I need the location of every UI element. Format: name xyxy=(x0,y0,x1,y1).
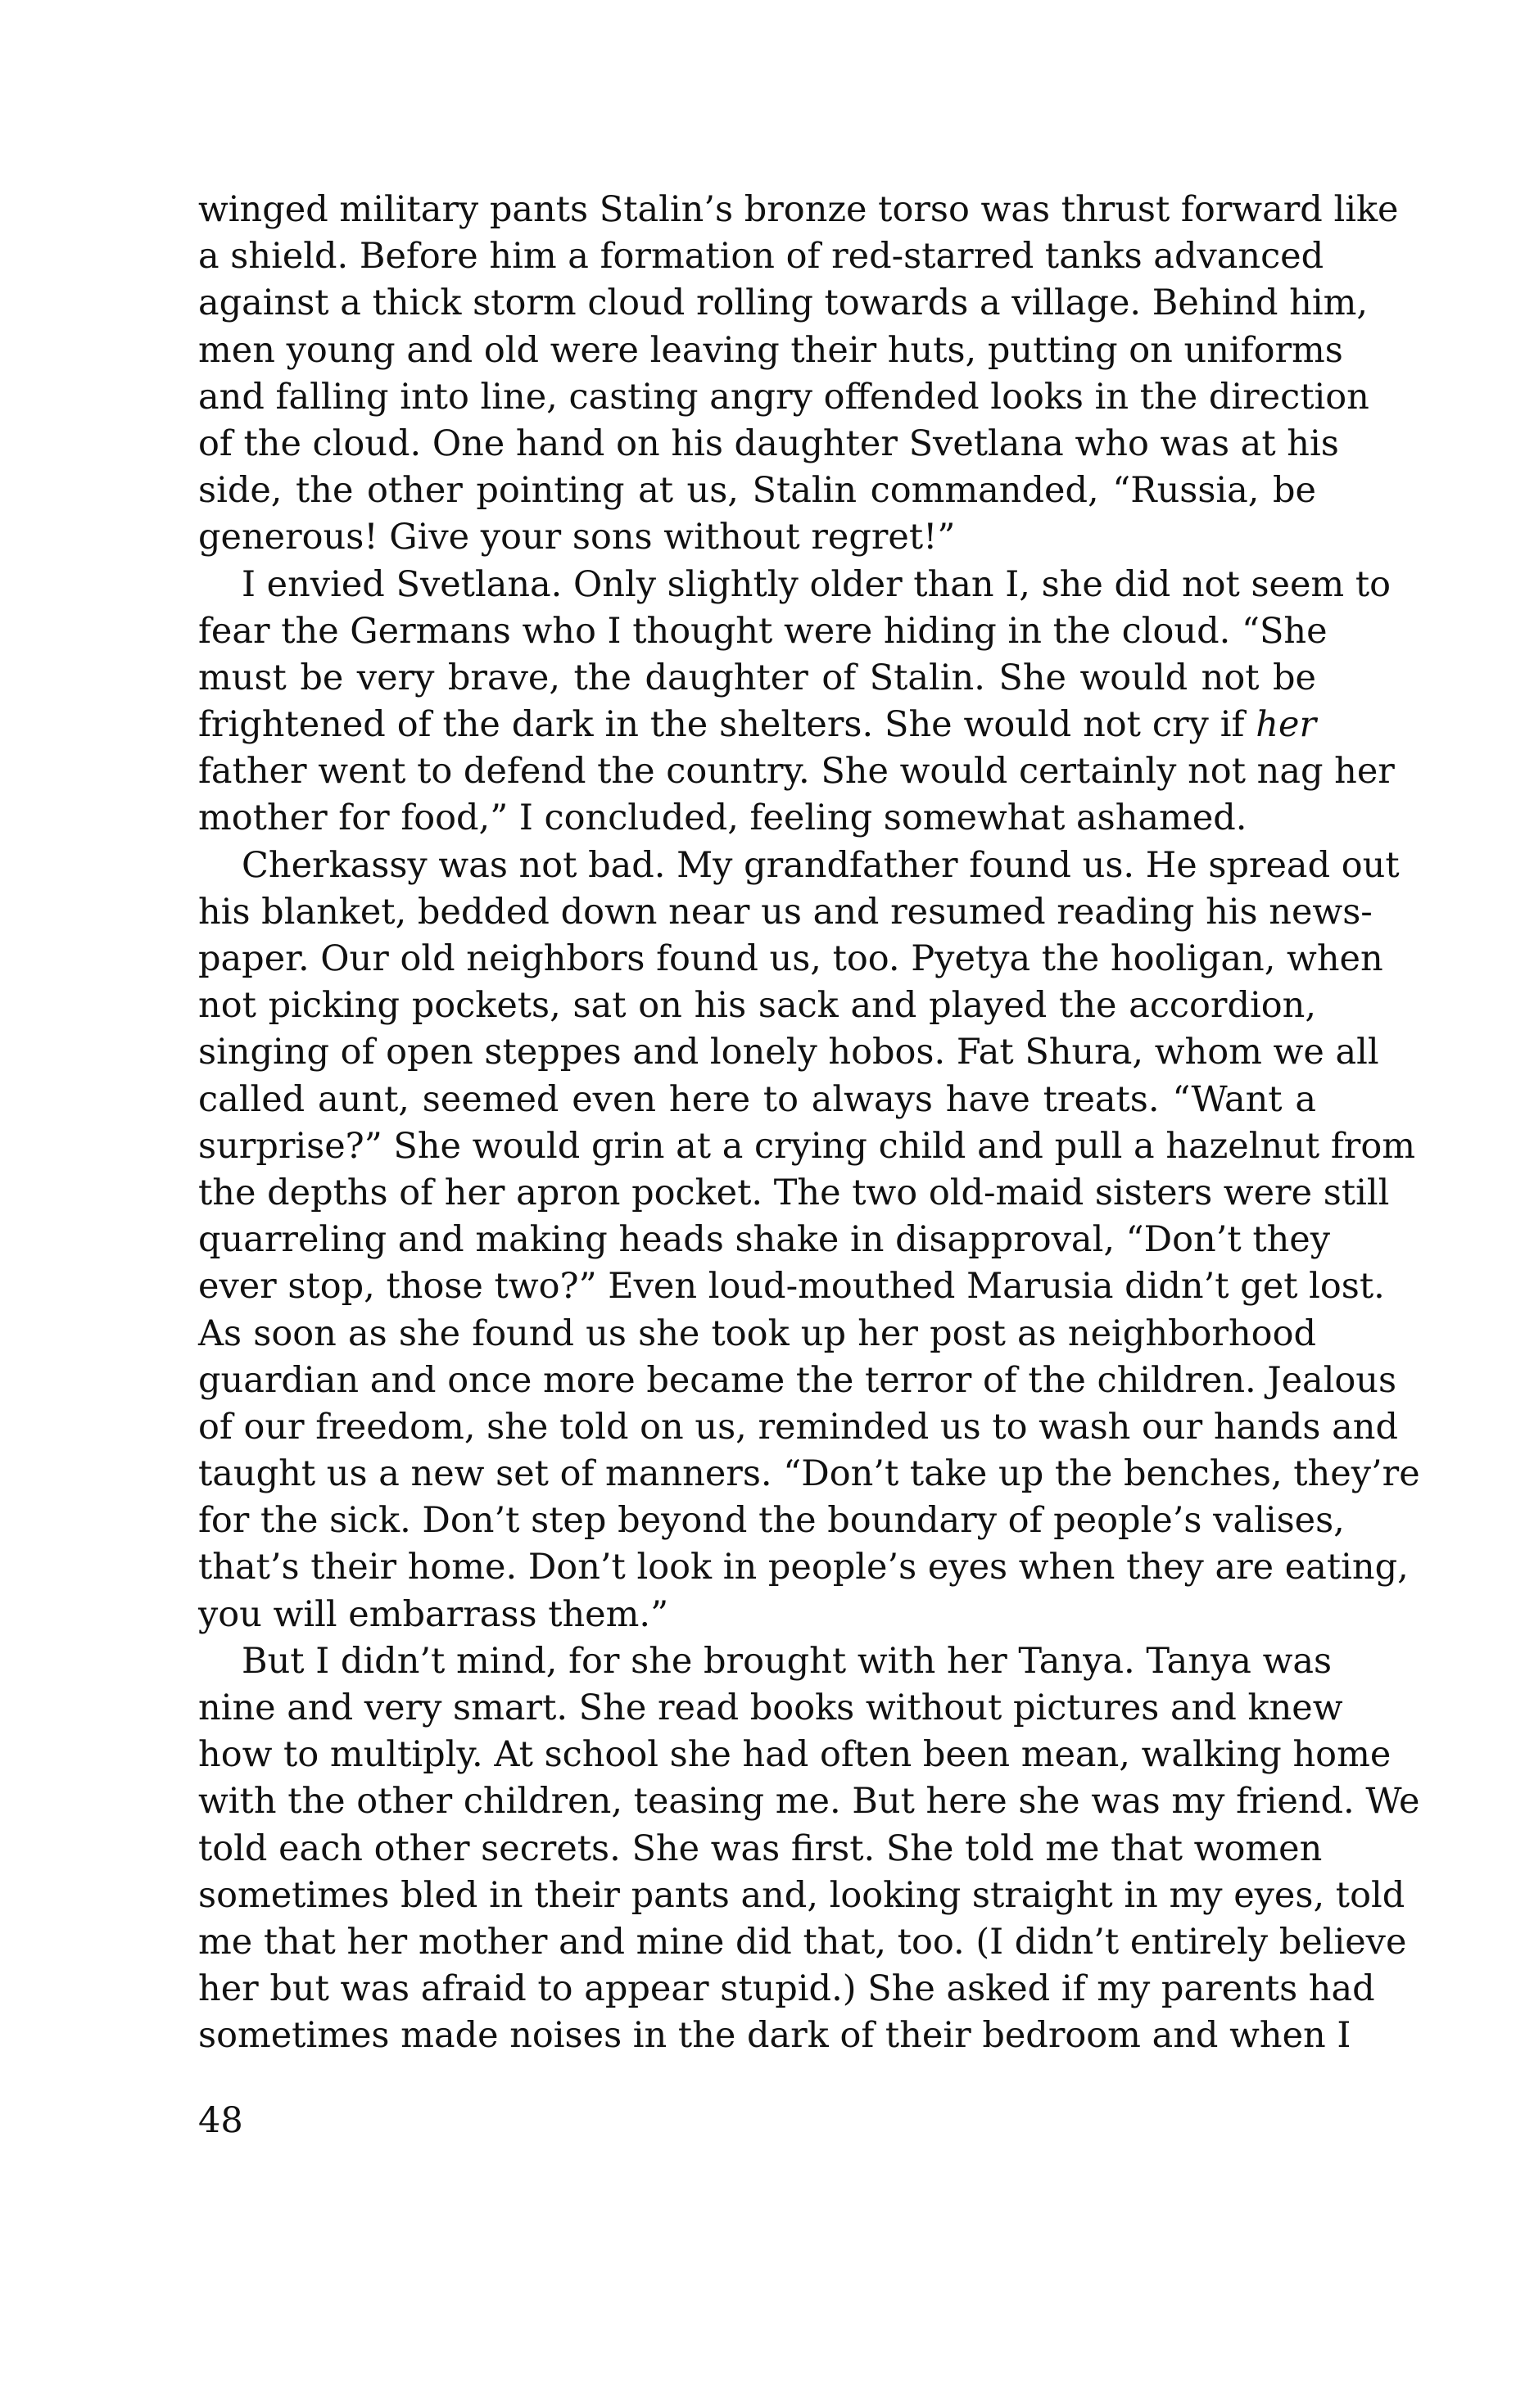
text-line: against a thick storm cloud rolling towards a village. Behind him, xyxy=(198,282,1369,324)
text-line: of our freedom, she told on us, reminded us to wash our hands and xyxy=(198,1406,1398,1448)
text-line: sometimes bled in their pants and, looking straight in my eyes, told xyxy=(198,1874,1405,1916)
text-line: men young and old were leaving their huts, putting on uniforms xyxy=(198,329,1343,371)
text-line: quarreling and making heads shake in disapproval, “Don’t they xyxy=(198,1219,1331,1261)
text-line: not picking pockets, sat on his sack and played the accordion, xyxy=(198,985,1316,1027)
paragraph xyxy=(198,843,1420,1638)
text-line: for the sick. Don’t step beyond the boundary of people’s valises, xyxy=(198,1500,1345,1542)
text-line: I envied Svetlana. Only slightly older than I, she did not seem to xyxy=(242,563,1392,605)
paragraph xyxy=(198,187,1399,562)
text-line: Cherkassy was not bad. My grandfather found us. He spread out xyxy=(242,844,1400,886)
text-line: that’s their home. Don’t look in people’s eyes when they are eating, xyxy=(198,1547,1409,1588)
text-line: surprise?” She would grin at a crying child and pull a hazelnut from xyxy=(198,1125,1415,1167)
text-line: paper. Our old neighbors found us, too. Pyetya the hooligan, when xyxy=(198,938,1383,979)
text-line: you will embarrass them.” xyxy=(198,1593,669,1635)
text-line: fear the Germans who I thought were hiding in the cloud. “She xyxy=(198,610,1328,652)
text-line: of the cloud. One hand on his daughter Svetlana who was at his xyxy=(198,422,1339,464)
text-line: called aunt, seemed even here to always have treats. “Want a xyxy=(198,1078,1316,1120)
text-line: with the other children, teasing me. But here she was my friend. We xyxy=(198,1781,1420,1823)
text-line: the depths of her apron pocket. The two old-maid sisters were still xyxy=(198,1172,1390,1213)
text-line: mother for food,” I concluded, feeling somewhat ashamed. xyxy=(198,797,1247,839)
text-line: how to multiply. At school she had often been mean, walking home xyxy=(198,1734,1392,1776)
text-line: a shield. Before him a formation of red-starred tanks advanced xyxy=(198,236,1324,278)
text-line: ever stop, those two?” Even loud-mouthed Marusia didn’t get lost. xyxy=(198,1266,1385,1308)
page-number: 48 xyxy=(198,2100,243,2141)
text-line: But I didn’t mind, for she brought with her Tanya. Tanya was xyxy=(242,1640,1333,1682)
paragraph xyxy=(198,562,1395,843)
text-line: side, the other pointing at us, Stalin commanded, “Russia, be xyxy=(198,470,1316,512)
text-line: generous! Give your sons without regret!” xyxy=(198,517,956,558)
text-line: his blanket, bedded down near us and resumed reading his news- xyxy=(198,891,1373,933)
text-line: told each other secrets. She was first. She told me that women xyxy=(198,1827,1323,1869)
body-text xyxy=(198,187,1420,2060)
text-line: father went to defend the country. She would certainly not nag her xyxy=(198,751,1395,793)
text-line: her but was afraid to appear stupid.) She asked if my parents had xyxy=(198,1968,1375,2010)
text-line: winged military pants Stalin’s bronze torso was thrust forward like xyxy=(198,189,1399,230)
text-line: nine and very smart. She read books without pictures and knew xyxy=(198,1687,1343,1728)
text-line: taught us a new set of manners. “Don’t take up the benches, they’re xyxy=(198,1453,1420,1495)
text-line: singing of open steppes and lonely hobos. Fat Shura, whom we all xyxy=(198,1032,1379,1073)
text-line: frightened of the dark in the shelters. She would not cry if her xyxy=(198,704,1316,746)
text-line: and falling into line, casting angry offended looks in the direction xyxy=(198,376,1369,418)
paragraph xyxy=(198,1638,1420,2060)
text-line: me that her mother and mine did that, too. (I didn’t entirely believe xyxy=(198,1921,1407,1963)
text-line: guardian and once more became the terror of the children. Jealous xyxy=(198,1359,1397,1401)
text-line: sometimes made noises in the dark of their bedroom and when I xyxy=(198,2015,1351,2057)
text-line: must be very brave, the daughter of Stalin. She would not be xyxy=(198,657,1316,698)
text-line: As soon as she found us she took up her post as neighborhood xyxy=(198,1312,1316,1354)
